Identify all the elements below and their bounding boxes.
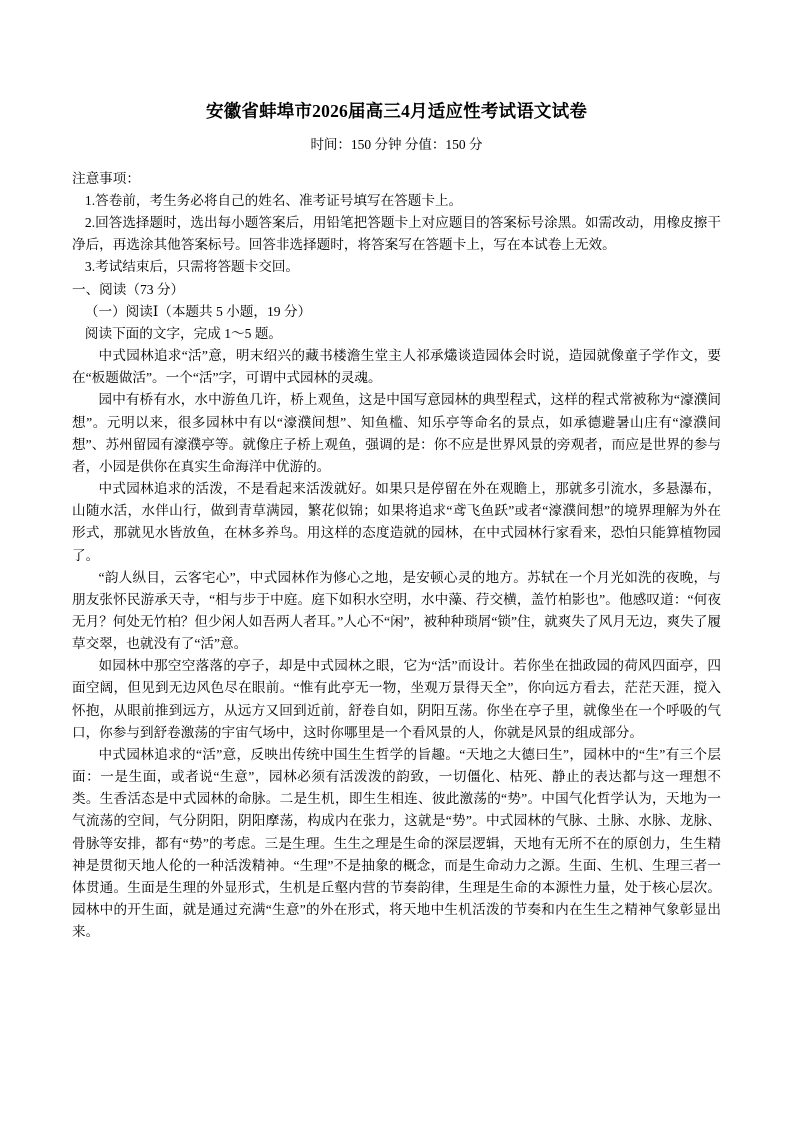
notice-item-1: 1.答卷前，考生务必将自己的姓名、准考证号填写在答题卡上。 xyxy=(84,193,463,208)
body-paragraph-6: 中式园林追求的“活”意，反映出传统中国生生哲学的旨趣。“天地之大德曰生”，园林中的“生”有三个层面：一是生面，或者说“生意”，园林必须有活泼泼的韵致，一切僵化、枯死、静止的表达都与这一理想不类。生香活态是中式园林的命脉。二是生机，即生生相连、彼此激荡的“势”。中国气化哲学认为，天地为一气流荡的空间，气分阴阳，阴阳摩荡，构成内在张力，这就是“势”。中式园林的气脉、土脉、水脉、龙脉、骨脉等安排，都有“势”的考虑。三是生理。生生之理是生命的深层逻辑，天地有无所不在的原创力，生生精神是贯彻天地人伦的一种活泼精神。“生理”不是抽象的概念，而是生命动力之源。生面、生机、生理三者一体贯通。生面是生理的外显形式，生机是丘壑内营的节奏韵律，生理是生命的本源性力量，处于核心层次。园林中的开生面，就是通过充满“生意”的外在形式，将天地中生机活泼的节奏和内在生生之精神气象彰显出来。 xyxy=(72,746,721,940)
body-paragraph-3: 中式园林追求的活泼，不是看起来活泼就好。如果只是停留在外在观瞻上，那就多引流水，多悬瀑布，山随水活，水伴山行，做到青草满园，繁花似锦；如果将追求“鸢飞鱼跃”或者“濠濮间想”的境界理解为外在形式，那就见水皆放鱼，在林多养鸟。用这样的态度造就的园林，在中式园林行家看来，恐怕只能算植物园了。 xyxy=(72,481,721,563)
exam-meta: 时间：150 分钟 分值：150 分 xyxy=(310,137,483,153)
notice-item-3: 3.考试结束后，只需将答题卡交回。 xyxy=(84,259,300,275)
notice-item-2: 2.回答选择题时，选出每小题答案后，用铅笔把答题卡上对应题目的答案标号涂黑。如需改动，用橡皮擦干净后，再选涂其他答案标号。回答非选择题时，将答案写在答题卡上，写在本试卷上无效。 xyxy=(72,215,721,253)
body-paragraph-2: 园中有桥有水，水中游鱼几许，桥上观鱼，这是中国写意园林的典型程式，这样的程式常被称为“濠濮间想”。元明以来，很多园林中有以“濠濮间想”、知鱼槛、知乐亭等命名的景点，如承德避暑山庄有“濠濮间想”、苏州留园有濠濮亭等。就像庄子桥上观鱼，强调的是：你不应是世界风景的旁观者，而应是世界的参与者，小园是供你在真实生命海洋中优游的。 xyxy=(72,392,721,474)
notice-heading: 注意事项： xyxy=(72,170,140,186)
reading-instruction: 阅读下面的文字，完成 1～5 题。 xyxy=(84,325,283,341)
body-paragraph-4: “韵人纵目，云客宅心”，中式园林作为修心之地，是安顿心灵的地方。苏轼在一个月光如洗的夜晚，与朋友张怀民游承天寺，“相与步于中庭。庭下如积水空明，水中藻、荇交横，盖竹柏影也”。他感叹道：“何夜无月？何处无竹柏？但少闲人如吾两人者耳。”人心不“闲”，被种种琐屑“锁”住，就爽失了风月无边，爽失了履草交翠，也就没有了“活”意。 xyxy=(72,569,721,652)
body-paragraph-1: 中式园林追求“活”意，明末绍兴的藏书楼澹生堂主人祁承爜谈造园体会时说，造园就像童子学作文，要在“板题做活”。一个“活”字，可谓中式园林的灵魂。 xyxy=(72,348,721,386)
page-title: 安徽省蚌埠市2026届高三4月适应性考试语文试卷 xyxy=(205,101,588,121)
body-paragraph-5: 如园林中那空空落落的亭子，却是中式园林之眼，它为“活”而设计。若你坐在拙政园的荷风四面亭，四面空阔，但见到无边风色尽在眼前。“惟有此亭无一物，坐观万景得天全”，你向远方看去，茫茫天涯，搅入怀抱，从眼前推到远方，从远方又回到近前，舒卷自如，阴阳互荡。你坐在亭子里，就像坐在一个呼吸的气口，你参与到舒卷激荡的宇宙气场中，这时你哪里是一个看风景的人，你就是风景的组成部分。 xyxy=(72,658,721,740)
section-heading: 一、阅读（73 分） xyxy=(72,281,185,297)
subsection-heading: （一）阅读Ⅰ（本题共 5 小题，19 分） xyxy=(84,303,312,319)
